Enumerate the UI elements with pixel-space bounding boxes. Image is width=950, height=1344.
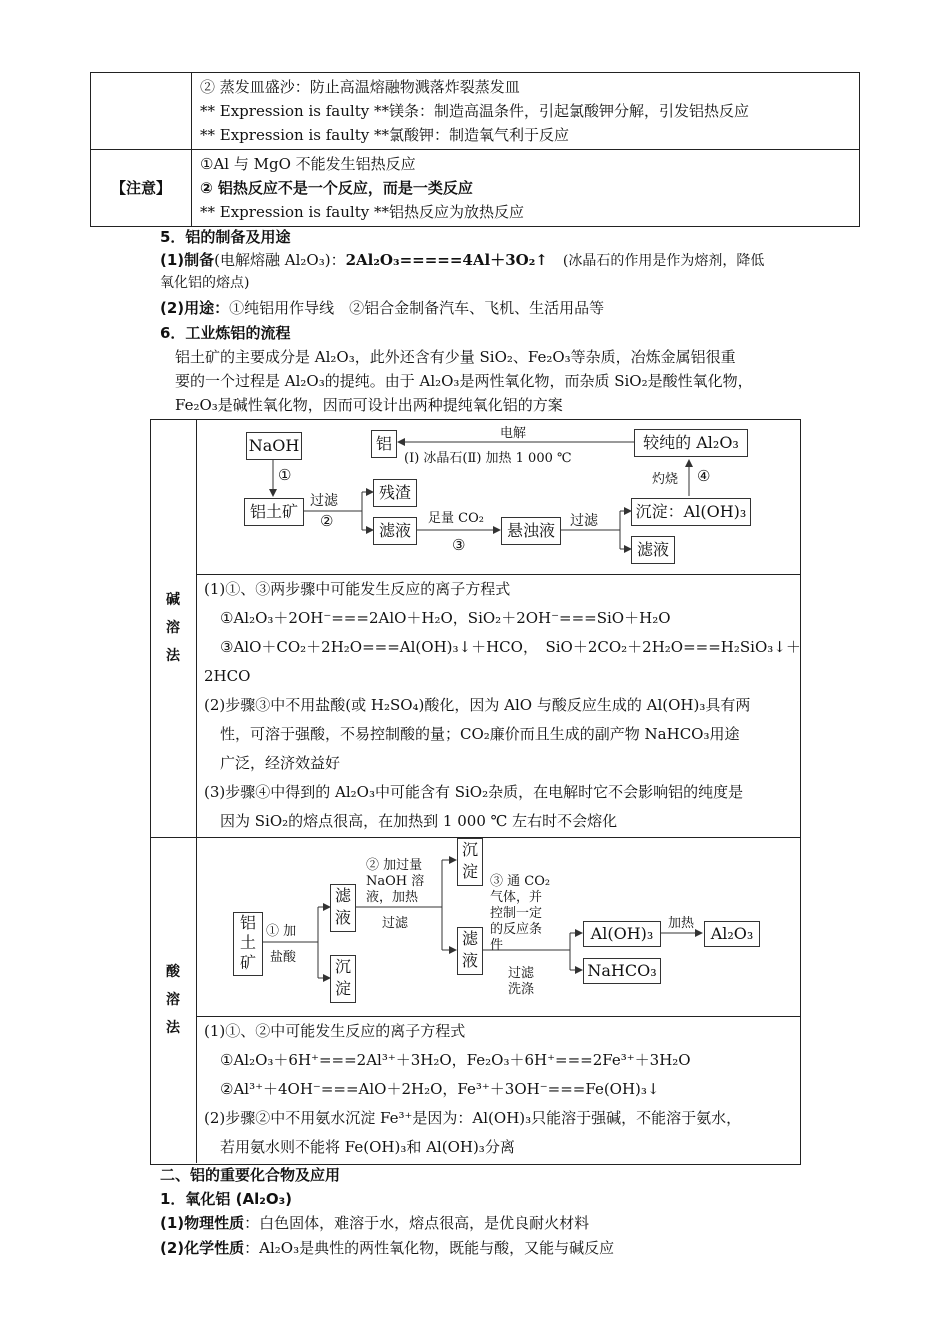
note-line: ** Expression is faulty **镁条：制造高温条件，引起氯酸钾分解，引发铝热反应 [200, 102, 749, 120]
equation-line: (1)①、③两步骤中可能发生反应的离子方程式 [204, 580, 511, 598]
step3-label: 气体，并 [490, 890, 543, 905]
bauxite-node: 铝土矿 [244, 498, 304, 526]
filtrate-node: 滤液 [330, 884, 356, 932]
step-label: ① 加 [266, 924, 297, 939]
prep-label: (1)制备 [160, 251, 215, 269]
explanation-line: (2)步骤②中不用氨水沉淀 Fe³⁺是因为：Al(OH)₃只能溶于强碱，不能溶于氨水， [204, 1109, 742, 1127]
chem-label: (2)化学性质 [160, 1239, 245, 1257]
note-line: ①Al 与 MgO 不能发生铝热反应 [200, 155, 416, 173]
filter-label: 过滤 [382, 916, 409, 931]
hcl-label: 盐酸 [270, 950, 297, 965]
pure-alumina-node: 较纯的 Al₂O₃ [634, 429, 748, 457]
residue-node: 残渣 [373, 479, 417, 507]
step-label: ④ [697, 467, 711, 485]
bauxite-node: 铝土矿 [233, 912, 263, 976]
section-heading: 二、铝的重要化合物及应用 [160, 1166, 341, 1184]
subsection-heading: 1．氧化铝 (Al₂O₃) [160, 1190, 293, 1208]
chem-line [160, 1237, 614, 1259]
prep-note: (冰晶石的作用是作为熔剂，降低 [562, 253, 765, 269]
step-label: ① [278, 466, 292, 484]
note-line: ② 铝热反应不是一个反应，而是一类反应 [200, 179, 473, 197]
step3-label: 控制一定 [490, 906, 543, 921]
aluminum-node: 铝 [371, 430, 397, 458]
equation-line: ①Al₂O₃＋2OH⁻===2AlO＋H₂O，SiO₂＋2OH⁻===SiO＋H₂O [220, 609, 671, 627]
step3-label: ③ 通 CO₂ [490, 874, 551, 889]
alkali-method-label: 碱 溶 法 [166, 592, 180, 664]
aloh3-node: Al(OH)₃ [583, 921, 661, 947]
paragraph-line: Fe₂O₃是碱性氧化物，因而可设计出两种提纯氧化铝的方案 [175, 396, 563, 414]
filter-label: 过滤 [508, 966, 535, 981]
paragraph-line: 要的一个过程是 Al₂O₃的提纯。由于 Al₂O₃是两性氧化物，而杂质 SiO₂是酸性氧化物， [175, 372, 753, 390]
explanation-line: 若用氨水则不能将 Fe(OH)₃和 Al(OH)₃分离 [220, 1138, 515, 1156]
equation-line: 2HCO [204, 667, 251, 685]
section-heading: 6．工业炼铝的流程 [160, 324, 291, 342]
co2-label: 足量 CO₂ [428, 511, 484, 526]
precipitate-node: 沉淀 [330, 955, 356, 1003]
filtrate-node: 滤液 [631, 536, 675, 564]
explanation-line: (2)步骤③中不用盐酸(或 H₂SO₄)酸化，因为 AlO 与酸反应生成的 Al(OH)₃具有两 [204, 696, 751, 714]
phys-label: (1)物理性质 [160, 1214, 245, 1232]
note-line: ② 蒸发皿盛沙：防止高温熔融物溅落炸裂蒸发皿 [200, 78, 520, 96]
step-label: ② [320, 512, 334, 530]
paragraph-line: 铝土矿的主要成分是 Al₂O₃，此外还含有少量 SiO₂、Fe₂O₃等杂质，冶炼金属铝很重 [175, 348, 736, 366]
burn-label: 灼烧 [652, 472, 679, 487]
prep-text: (电解熔融 Al₂O₃)： [214, 251, 346, 269]
note-line: ** Expression is faulty **氯酸钾：制造氧气利于反应 [200, 126, 569, 144]
step2-label: ② 加过量 [366, 858, 423, 873]
wash-label: 洗涤 [508, 982, 535, 997]
filtrate-node: 滤液 [457, 927, 483, 975]
step2-label: 液，加热 [366, 890, 419, 905]
explanation-line: 因为 SiO₂的熔点很高，在加热到 1 000 ℃ 左右时不会熔化 [220, 812, 618, 830]
acid-method-label: 酸 溶 法 [166, 964, 180, 1036]
precipitate-node: 沉淀：Al(OH)₃ [631, 498, 751, 526]
step-label: ③ [452, 536, 466, 554]
explanation-line: (3)步骤④中得到的 Al₂O₃中可能含有 SiO₂杂质，在电解时它不会影响铝的纯度是 [204, 783, 744, 801]
step3-label: 的反应条 [490, 922, 543, 937]
heat-label: 加热 [668, 916, 695, 931]
equation-line: ③AlO＋CO₂＋2H₂O===Al(OH)₃↓＋HCO， SiO＋2CO₂＋2H₂O===H₂SiO₃↓＋ [220, 638, 801, 656]
use-text: ①纯铝用作导线 ②铝合金制备汽车、飞机、生活用品等 [229, 299, 605, 317]
equation-line: ②Al³⁺＋4OH⁻===AlO＋2H₂O，Fe³⁺＋3OH⁻===Fe(OH)₃↓ [220, 1080, 660, 1098]
phys-text: ：白色固体，难溶于水，熔点很高，是优良耐火材料 [244, 1214, 590, 1232]
equation-line: (1)①、②中可能发生反应的离子方程式 [204, 1022, 466, 1040]
filter-label: 过滤 [310, 493, 338, 509]
naoh-node: NaOH [246, 432, 302, 460]
suspension-node: 悬浊液 [501, 517, 561, 545]
section-heading: 5．铝的制备及用途 [160, 228, 291, 246]
chem-text: ：Al₂O₃是典性的两性氧化物，既能与酸，又能与碱反应 [244, 1239, 615, 1257]
note-line: ** Expression is faulty **铝热反应为放热反应 [200, 203, 524, 221]
filtrate-node: 滤液 [373, 517, 417, 545]
phys-line [160, 1212, 589, 1234]
equation-line: ①Al₂O₃＋6H⁺===2Al³⁺＋3H₂O，Fe₂O₃＋6H⁺===2Fe³⁺＋3H₂O [220, 1051, 691, 1069]
electrolysis-label: 电解 [500, 426, 527, 441]
step2-label: NaOH 溶 [366, 874, 425, 889]
precipitate-node: 沉淀 [457, 838, 483, 886]
prep-equation: 2Al₂O₃=====4Al＋3O₂↑ [345, 251, 548, 269]
explanation-line: 性，可溶于强酸，不易控制酸的量；CO₂廉价而且生成的副产物 NaHCO₃用途 [220, 725, 740, 743]
alumina-node: Al₂O₃ [704, 921, 760, 947]
explanation-line: 广泛，经济效益好 [220, 754, 341, 772]
use-label: (2)用途： [160, 299, 230, 317]
nahco3-node: NaHCO₃ [583, 958, 661, 984]
step3-label: 件 [490, 938, 504, 953]
attention-label: 【注意】 [91, 150, 192, 227]
cryolite-label: (Ⅰ) 冰晶石(Ⅱ) 加热 1 000 ℃ [404, 451, 572, 466]
prep-note-cont: 氧化铝的熔点) [160, 275, 250, 291]
filter-label: 过滤 [570, 513, 598, 529]
